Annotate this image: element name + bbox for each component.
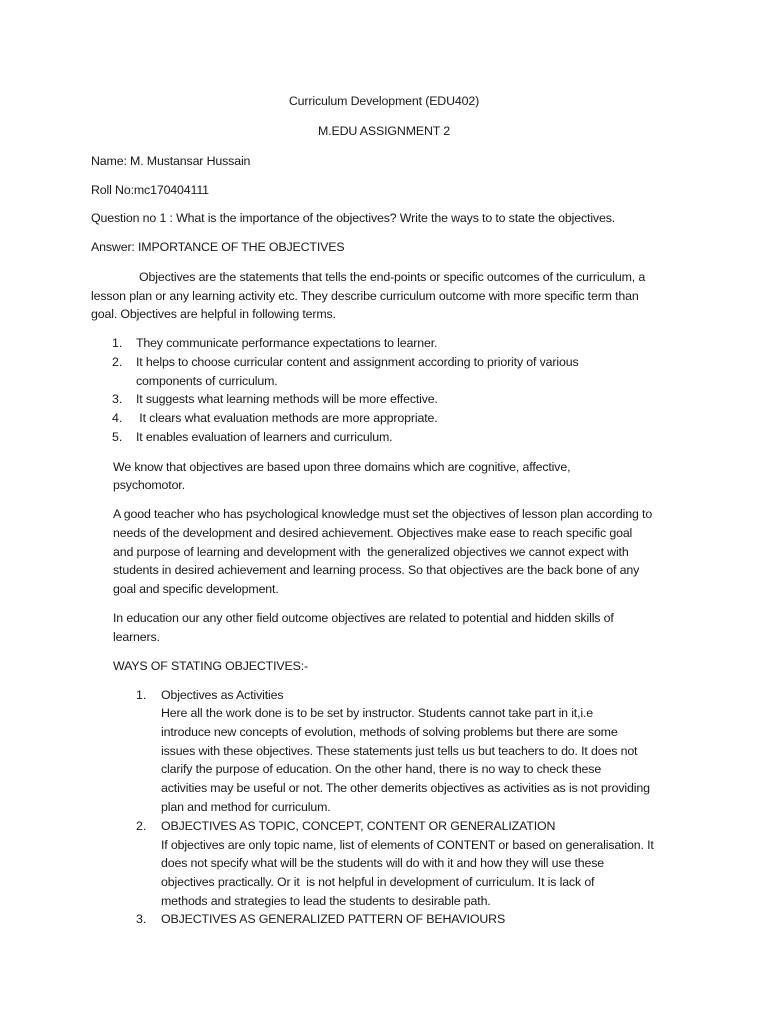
roll-number: Roll No:mc170404111 [91, 183, 209, 197]
paragraph-line: students in desired achievement and learning process. So that objectives are the back bone of any [113, 563, 640, 577]
list-text: If objectives are only topic name, list of elements of CONTENT or based on generalisation. It [161, 838, 654, 852]
list-number: 3. [112, 392, 123, 406]
list-number: 4. [112, 411, 123, 425]
list-text: components of curriculum. [136, 374, 278, 388]
list-text: introduce new concepts of evolution, methods of solving problems but there are some [161, 725, 618, 739]
paragraph-line: lesson plan or any learning activity etc. They describe curriculum outcome with more specific term than [91, 289, 639, 303]
list-number: 2. [136, 819, 147, 833]
list-text: activities may be useful or not. The other demerits objectives as activities as is not providing [161, 781, 650, 795]
list-text: It enables evaluation of learners and curriculum. [136, 430, 393, 444]
list-text: It clears what evaluation methods are more appropriate. [136, 411, 438, 425]
paragraph-line: and purpose of learning and development with the generalized objectives we cannot expect with [113, 545, 629, 559]
list-number: 1. [136, 688, 147, 702]
list-text: clarify the purpose of education. On the other hand, there is no way to check these [161, 762, 602, 776]
list-item-title: OBJECTIVES AS GENERALIZED PATTERN OF BEHAVIOURS [161, 912, 506, 926]
course-title: Curriculum Development (EDU402) [288, 94, 480, 108]
list-text: It helps to choose curricular content and assignment according to priority of various [136, 355, 579, 369]
list-text: They communicate performance expectations to learner. [136, 336, 438, 350]
paragraph-line: goal. Objectives are helpful in following terms. [91, 307, 336, 321]
paragraph-line: In education our any other field outcome objectives are related to potential and hidden skills of [113, 611, 614, 625]
list-number: 2. [112, 355, 123, 369]
list-number: 5. [112, 430, 123, 444]
ways-heading: WAYS OF STATING OBJECTIVES:- [113, 659, 308, 673]
list-number: 3. [136, 912, 147, 926]
list-text: It suggests what learning methods will be more effective. [136, 392, 438, 406]
list-text: does not specify what will be the students will do with it and how they will use these [161, 856, 605, 870]
paragraph-line: Objectives are the statements that tells the end-points or specific outcomes of the curriculum, a [139, 270, 646, 284]
paragraph-line: learners. [113, 630, 160, 644]
list-text: objectives practically. Or it is not helpful in development of curriculum. It is lack of [161, 875, 595, 889]
list-text: issues with these objectives. These statements just tells us but teachers to do. It does not [161, 744, 638, 758]
paragraph-line: We know that objectives are based upon three domains which are cognitive, affective, [113, 460, 571, 474]
list-text: Here all the work done is to be set by instructor. Students cannot take part in it,i.e [161, 706, 594, 720]
list-text: methods and strategies to lead the students to desirable path. [161, 894, 491, 908]
paragraph-line: needs of the development and desired achievement. Objectives make ease to reach specific goal [113, 526, 633, 540]
paragraph-line: psychomotor. [113, 478, 185, 492]
student-name: Name: M. Mustansar Hussain [91, 154, 251, 168]
list-text: plan and method for curriculum. [161, 800, 331, 814]
list-number: 1. [112, 336, 123, 350]
answer-heading: Answer: IMPORTANCE OF THE OBJECTIVES [91, 240, 345, 254]
list-item-title: OBJECTIVES AS TOPIC, CONCEPT, CONTENT OR GENERALIZATION [161, 819, 556, 833]
assignment-title: M.EDU ASSIGNMENT 2 [317, 124, 451, 138]
paragraph-line: goal and specific development. [113, 582, 279, 596]
question-text: Question no 1 : What is the importance of the objectives? Write the ways to to state the objectives. [91, 211, 616, 225]
list-item-title: Objectives as Activities [161, 688, 284, 702]
paragraph-line: A good teacher who has psychological knowledge must set the objectives of lesson plan according to [113, 507, 653, 521]
